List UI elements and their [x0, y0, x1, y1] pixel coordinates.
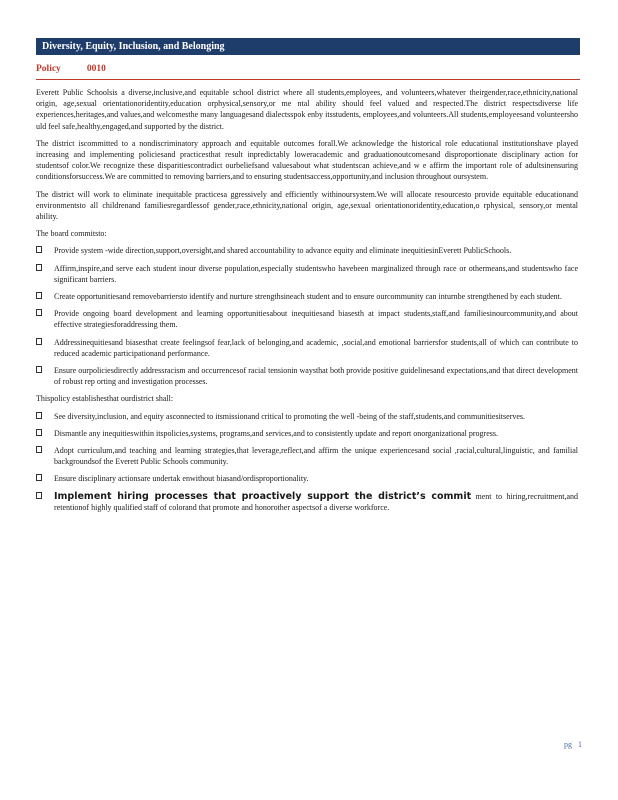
- square-bullet-icon: [36, 429, 42, 436]
- policy-label: Policy: [36, 64, 61, 74]
- square-bullet-icon: [36, 492, 42, 499]
- list-item-text: Addressinequitiesand biasesthat create feelingsof fear,lack of belonging,and academic, ,social,and emotional barriersfor students,all of which can contribute to reduced academic participationand performance.: [54, 337, 578, 358]
- document-body: [36, 87, 578, 519]
- square-bullet-icon: [36, 366, 42, 373]
- list-item-lead-text: Implement hiring processes that proactively support the district’s commit: [54, 490, 472, 502]
- list-item: [36, 263, 578, 285]
- list-item-text: Ensure disciplinary actionsare undertak enwithout biasand/ordisproportionality.: [54, 474, 309, 484]
- list-item: [36, 428, 578, 439]
- list-item-text: Affirm,inspire,and serve each student inour diverse population,especially studentswho havebeen marginalized through race or othermeans,and studentswho face significant barriers.: [54, 263, 578, 284]
- square-bullet-icon: [36, 338, 42, 345]
- list-item: [36, 491, 578, 513]
- list-item-text: Dismantle any inequitieswithin itspolicies,systems, programs,and services,and to consistently update and report onorganizational progress.: [54, 428, 498, 438]
- board-commitments-list: [36, 245, 578, 387]
- list-item: [36, 473, 578, 484]
- policy-commitments-list: [36, 411, 578, 513]
- square-bullet-icon: [36, 474, 42, 481]
- paragraph: The district will work to eliminate inequitable practicesa ggressively and efficiently withinoursystem.We will allocate resourcesto provide equitable educationand environmentsto all childrenand familiesregardlessof gender,race,ethnicity,national origin, age,sexual orientationoridentity,education,o rphysical, sensory,or mental ability.: [36, 189, 578, 222]
- paragraph: The district iscommitted to a nondiscriminatory approach and equitable outcomes forall.We acknowledge the historical role educational institutionshave played increasing and implementing policiesand practicesthat result inpredictably loweracademic and graduationoutcomesand disproportionate disciplinary action for studentsof color.We recognize these disparitiescontradict ourbeliefsand valuesabout what studentscan achieve,and w e affirm the important role of adultsinensuring conditionsforsuccess.We are committed to removing barriers,and to ensuring studentsaccess,opportunity,and inclusion throughout oursystem.: [36, 138, 578, 182]
- square-bullet-icon: [36, 292, 42, 299]
- list-item: [36, 245, 578, 256]
- policy-heading: [36, 64, 106, 74]
- square-bullet-icon: [36, 264, 42, 271]
- list-item-text: Create opportunitiesand removebarriersto identify and nurture strengthsineach student and to ensure ourcommunity can inturnbe strengthened by each student.: [54, 292, 562, 302]
- list-item: [36, 365, 578, 387]
- board-intro: The board commitsto:: [36, 229, 107, 239]
- list-item-text: See diversity,inclusion, and equity asconnected to itsmissionand critical to promoting the well -being of the staff,students,and communitiesitserves.: [54, 411, 526, 421]
- page-footer: [564, 740, 582, 749]
- page-number: 1: [578, 740, 582, 749]
- list-item: [36, 291, 578, 302]
- square-bullet-icon: [36, 446, 42, 453]
- square-bullet-icon: [36, 246, 42, 253]
- header-divider: [36, 79, 580, 80]
- list-item-text: Provide system -wide direction,support,oversight,and shared accountability to advance equity and eliminate inequitiesinEverett PublicSchools.: [54, 246, 512, 256]
- document-title-bar: [36, 38, 580, 55]
- list-item: [36, 411, 578, 422]
- list-item: [36, 308, 578, 330]
- square-bullet-icon: [36, 412, 42, 419]
- list-item: [36, 445, 578, 467]
- list-item-text: ment to hiring,recruitment,and retentionof highly qualified staff of colorand that promote and honorother aspectsof a diverse workforce.: [54, 491, 579, 512]
- policy-number: 0010: [86, 64, 106, 74]
- list-item-text: Provide ongoing board development and learning opportunitiesabout inequitiesand biasesth at impact students,staff,and familiesinourcommunity,and about effective strategiesforaddressing them.: [54, 309, 578, 330]
- policy-intro: Thispolicy establishesthat ourdistrict shall:: [36, 394, 174, 404]
- document-title: Diversity, Equity, Inclusion, and Belonging: [42, 41, 225, 52]
- square-bullet-icon: [36, 309, 42, 316]
- list-item-text: Ensure ourpoliciesdirectly addressracism and occurrencesof racial tensionin waysthat both provide positive guidelinesand expectations,and that direct development of robust rep orting and investigation processes.: [54, 366, 578, 387]
- list-item-text: Adopt curriculum,and teaching and learning strategies,that leverage,reflect,and affirm the unique experiencesand social ,racial,cultural,linguistic, and familial backgroundsof the Everett Public Schools community.: [54, 446, 578, 467]
- page-label: pg: [564, 740, 572, 749]
- paragraph: Everett Public Schoolsis a diverse,inclusive,and equitable school district where all students,employees, and volunteers,whatever theirgender,race,ethnicity,national origin, age,sexual orientationoridentity,education orphysical,sensory,or me ntal ability should feel valued and respected.The district respectsdiverse life experiences,heritages,and values,and welcomesthe many languagesand dialectsspok enby itsstudents, employees,and volunteers.All students,employeesand volunteersho uld feel safe,healthy,engaged,and supported by the district.: [36, 88, 578, 131]
- list-item: [36, 337, 578, 359]
